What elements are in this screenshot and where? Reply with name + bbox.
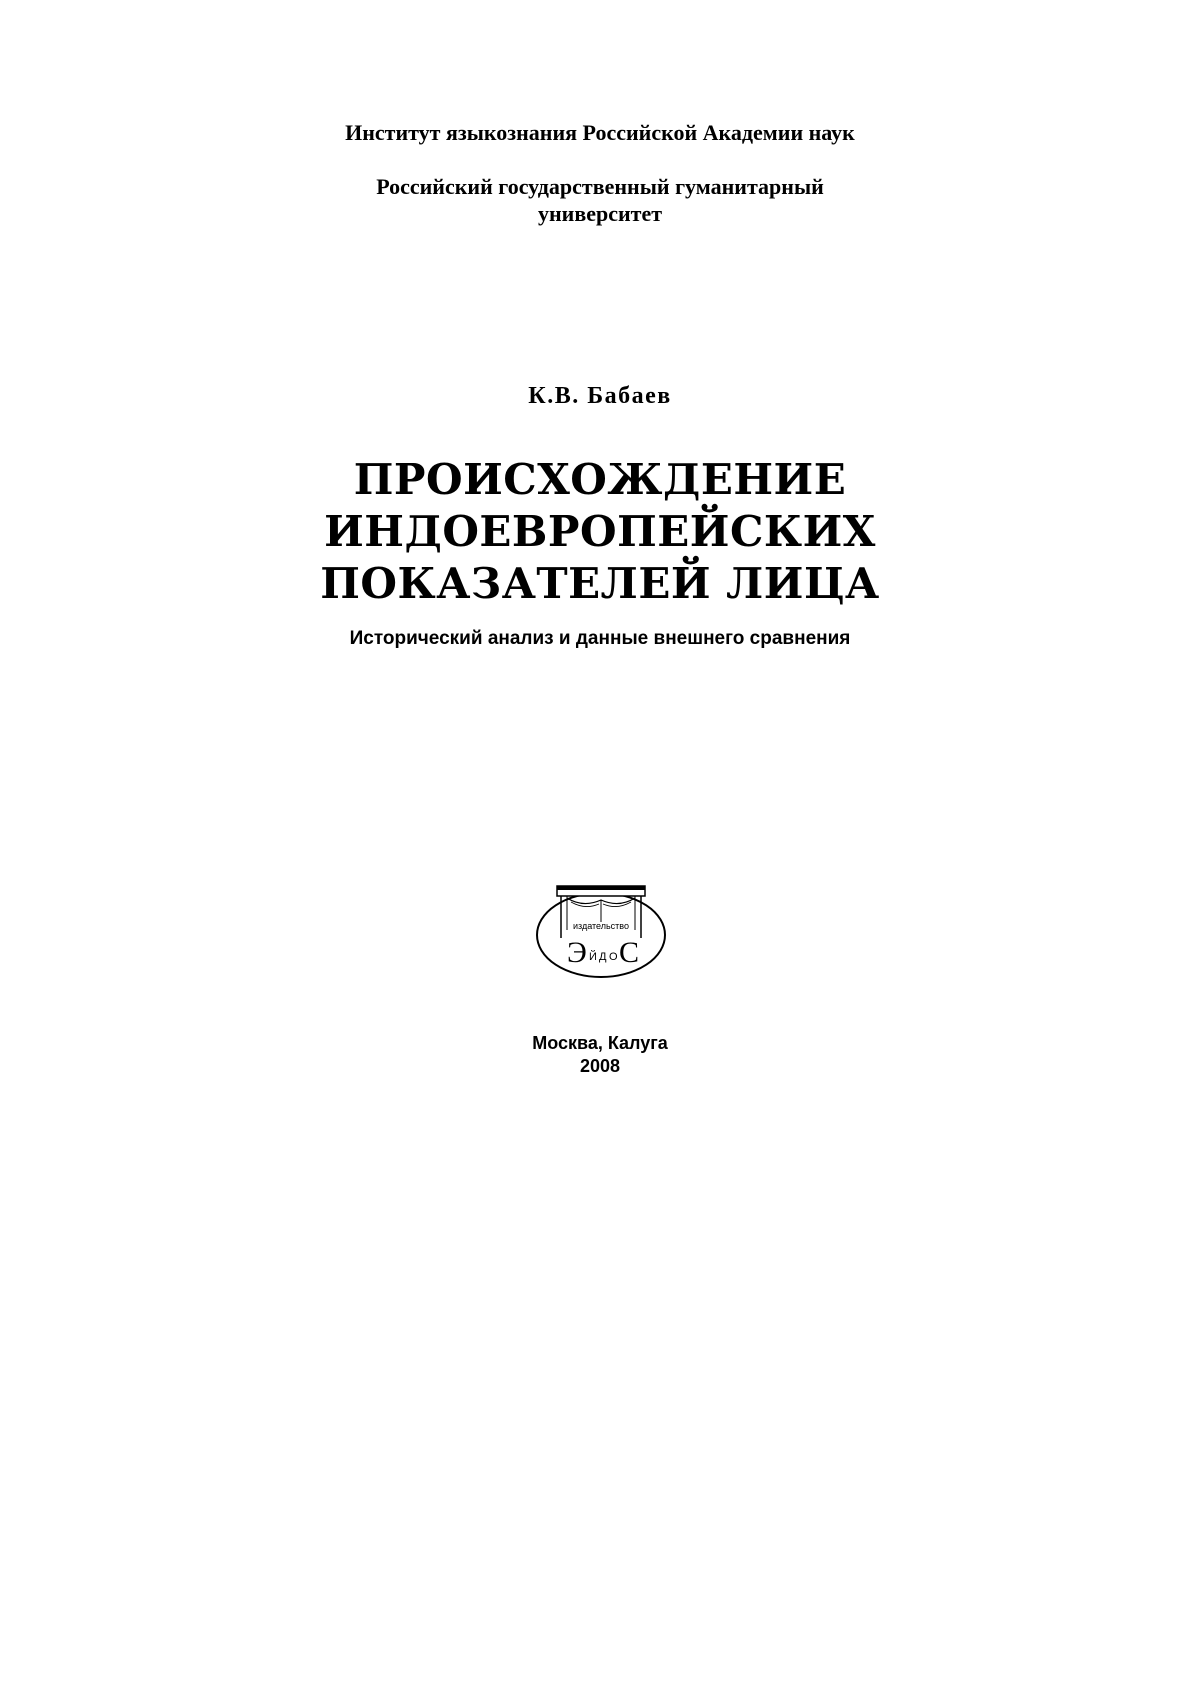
logo-eidos-lettering [567,936,639,969]
svg-text:Й: Й [589,951,597,963]
imprint-city: Москва, Калуга [532,1033,668,1053]
publisher-logo-icon [533,878,669,988]
svg-text:О: О [609,951,618,963]
institution-rggu-line2: университет [537,201,663,226]
institution-ras: Институт языкознания Российской Академии наук [345,120,855,145]
svg-text:С: С [619,936,640,969]
author-name: К.В. Бабаев [528,383,672,409]
book-title-line3: ПОКАЗАТЕЛЕЙ ЛИЦА [320,559,880,608]
institution-rggu-line1: Российский государственный гуманитарный [376,174,824,199]
svg-text:Д: Д [599,951,607,963]
logo-label-top: издательство [573,921,629,931]
book-title-line2: ИНДОЕВРОПЕЙСКИХ [324,507,876,556]
svg-text:Э: Э [567,936,587,969]
imprint-year: 2008 [579,1056,621,1076]
book-subtitle: Исторический анализ и данные внешнего сравнения [349,628,851,649]
book-title-line1: ПРОИСХОЖДЕНИЕ [353,455,847,504]
